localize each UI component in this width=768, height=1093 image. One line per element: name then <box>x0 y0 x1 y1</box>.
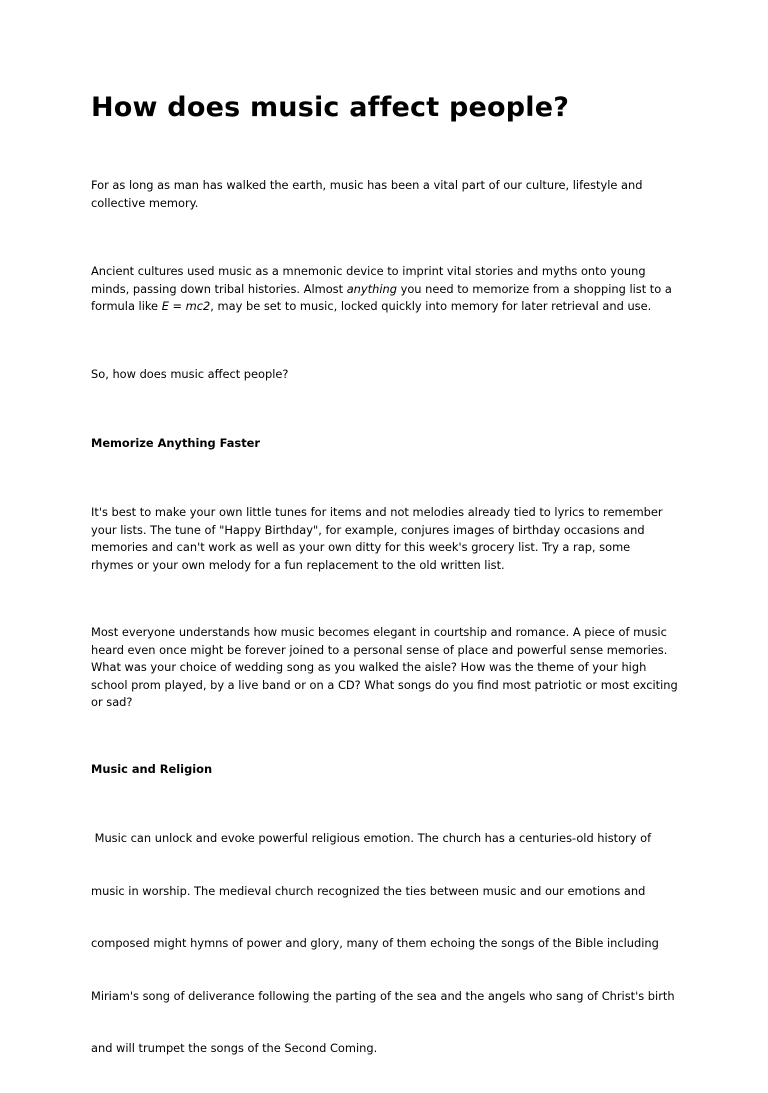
ancient-line <box>91 281 681 299</box>
tunes-line: rhymes or your own melody for a fun replacement to the old written list. <box>91 557 505 572</box>
ancient-line2-end: you need to memorize from a shopping list to a <box>396 281 672 296</box>
anything-emphasis: anything <box>346 281 397 296</box>
heading-music-and-religion: Music and Religion <box>91 762 213 776</box>
romance-line: or sad? <box>91 695 133 709</box>
tunes-line: It's best to make your own little tunes for items and not melodies already tied to lyrics to remember <box>91 505 663 519</box>
ancient-line2-text: minds, passing down tribal histories. Almost <box>91 281 347 296</box>
question-line: So, how does music affect people? <box>91 367 289 381</box>
intro-line: For as long as man has walked the earth, music has been a vital part of our culture, lifestyle and <box>91 178 643 192</box>
tunes-line: your lists. The tune of "Happy Birthday", for example, conjures images of birthday occasions and <box>91 522 645 537</box>
religion-line: composed might hymns of power and glory, many of them echoing the songs of the Bible including <box>91 936 659 950</box>
tunes-line: memories and can't work as well as your own ditty for this week's grocery list. Try a rap, some <box>91 540 631 554</box>
religion-line: music in worship. The medieval church recognized the ties between music and our emotions and <box>91 883 646 898</box>
romance-line: heard even once might be forever joined to a personal sense of place and powerful sense memories. <box>91 642 668 657</box>
religion-line: and will trumpet the songs of the Second Coming. <box>91 1041 378 1055</box>
ancient-cultures-paragraph <box>91 263 681 316</box>
ancient-line3-end: , may be set to music, locked quickly into memory for later retrieval and use. <box>210 299 652 313</box>
intro-line: collective memory. <box>91 195 199 210</box>
romance-line: school prom played, by a live band or on a CD? What songs do you find most patriotic or most exciting <box>91 677 678 692</box>
religion-line: Music can unlock and evoke powerful religious emotion. The church has a centuries-old history of <box>91 831 652 845</box>
document-title: How does music affect people? <box>91 92 570 123</box>
romance-line: What was your choice of wedding song as you walked the aisle? How was the theme of your high <box>91 660 647 674</box>
religion-line: Miriam's song of deliverance following the parting of the sea and the angels who sang of Christ's birth <box>91 988 675 1003</box>
romance-paragraph <box>91 624 681 712</box>
formula-emphasis: E = mc2 <box>161 299 211 313</box>
romance-line: Most everyone understands how music becomes elegant in courtship and romance. A piece of music <box>91 625 667 639</box>
tunes-paragraph <box>91 504 681 574</box>
question-paragraph <box>91 366 681 384</box>
heading-memorize-anything-faster: Memorize Anything Faster <box>91 436 261 450</box>
intro-paragraph <box>91 177 681 212</box>
religion-paragraph <box>91 795 681 1093</box>
ancient-line3-start: formula like <box>91 299 162 313</box>
ancient-line: Ancient cultures used music as a mnemonic device to imprint vital stories and myths onto young <box>91 264 646 278</box>
ancient-line <box>91 298 681 316</box>
